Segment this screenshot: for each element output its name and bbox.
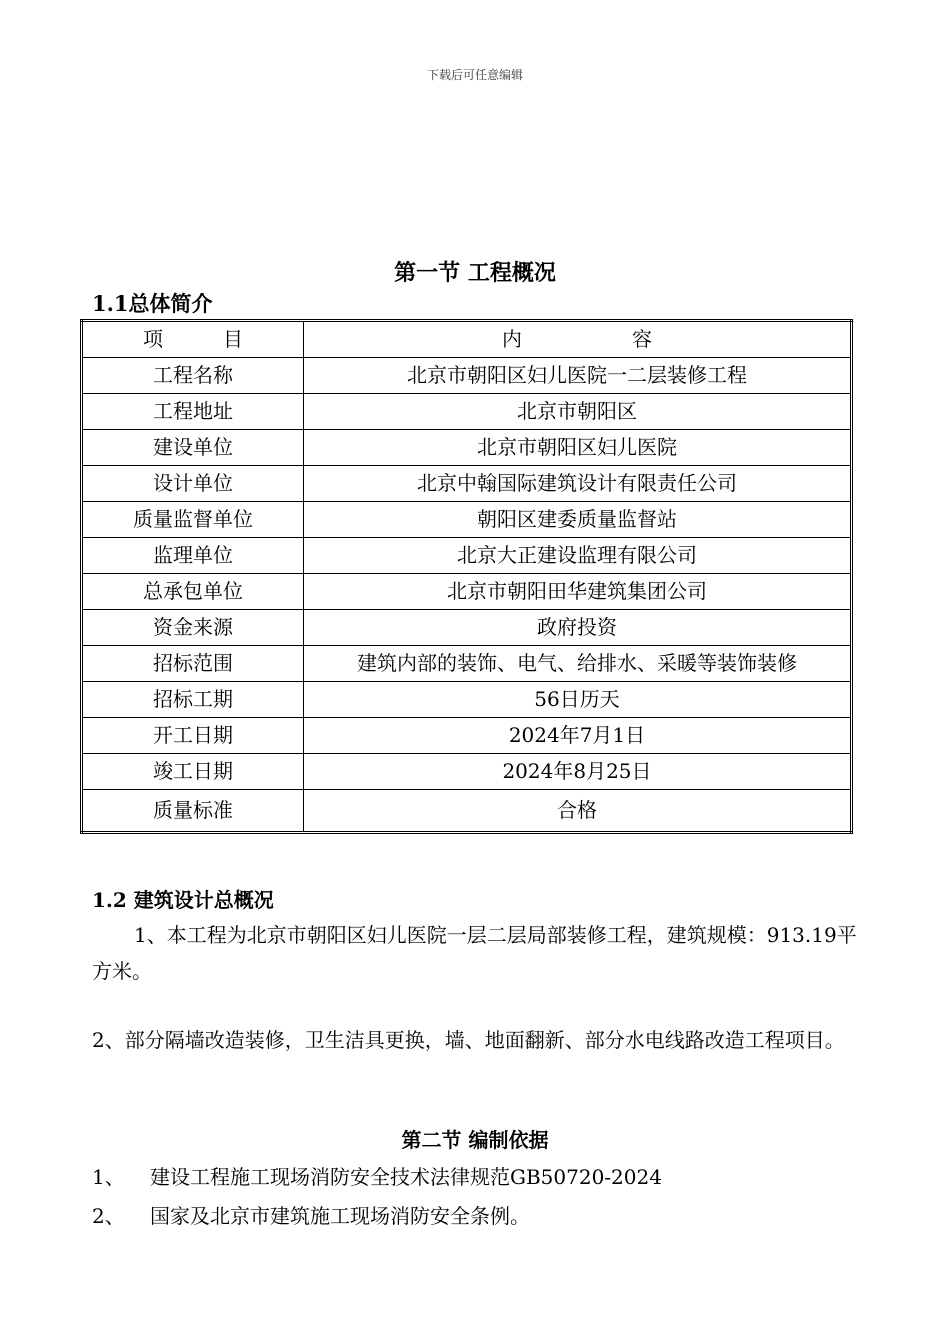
subsection-title: 1.1总体简介 bbox=[92, 291, 213, 316]
table-row bbox=[82, 502, 852, 538]
table-row bbox=[82, 358, 852, 394]
row-value: 政府投资 bbox=[304, 610, 852, 646]
table-row bbox=[82, 754, 852, 790]
row-label: 总承包单位 bbox=[82, 574, 304, 610]
row-value: 合格 bbox=[304, 790, 852, 833]
reference-text: 建设工程施工现场消防安全技术法律规范GB50720-2024 bbox=[150, 1165, 662, 1189]
row-label: 招标工期 bbox=[82, 682, 304, 718]
row-value: 北京市朝阳田华建筑集团公司 bbox=[304, 574, 852, 610]
paragraph-2: 2、部分隔墙改造装修，卫生洁具更换，墙、地面翻新、部分水电线路改造工程项目。 bbox=[92, 1028, 845, 1052]
row-label: 工程名称 bbox=[82, 358, 304, 394]
table-row bbox=[82, 646, 852, 682]
table-row bbox=[82, 574, 852, 610]
row-value: 2024年8月25日 bbox=[304, 754, 852, 790]
row-label: 质量标准 bbox=[82, 790, 304, 833]
section-title: 第一节 工程概况 bbox=[394, 261, 556, 286]
row-value: 北京市朝阳区 bbox=[304, 394, 852, 430]
row-value: 北京市朝阳区妇儿医院一二层装修工程 bbox=[304, 358, 852, 394]
row-value: 北京大正建设监理有限公司 bbox=[304, 538, 852, 574]
header-content: 内容 bbox=[304, 321, 852, 358]
header-item: 项目 bbox=[82, 321, 304, 358]
section2-title: 第二节 编制依据 bbox=[401, 1128, 549, 1152]
table-row bbox=[82, 682, 852, 718]
row-label: 工程地址 bbox=[82, 394, 304, 430]
row-label: 质量监督单位 bbox=[82, 502, 304, 538]
reference-item bbox=[92, 1162, 662, 1192]
row-label: 监理单位 bbox=[82, 538, 304, 574]
row-label: 招标范围 bbox=[82, 646, 304, 682]
table-row bbox=[82, 718, 852, 754]
row-value: 2024年7月1日 bbox=[304, 718, 852, 754]
table-row bbox=[82, 466, 852, 502]
table-row bbox=[82, 790, 852, 833]
row-value: 北京市朝阳区妇儿医院 bbox=[304, 430, 852, 466]
reference-item bbox=[92, 1201, 530, 1231]
table-row bbox=[82, 394, 852, 430]
paragraph-1: 1、本工程为北京市朝阳区妇儿医院一层二层局部装修工程，建筑规模：913.19平方米。 bbox=[92, 923, 857, 983]
reference-number: 2、 bbox=[92, 1204, 125, 1228]
header-note: 下载后可任意编辑 bbox=[426, 68, 523, 82]
reference-text: 国家及北京市建筑施工现场消防安全条例。 bbox=[150, 1204, 530, 1228]
row-label: 开工日期 bbox=[82, 718, 304, 754]
project-overview-table bbox=[80, 319, 853, 834]
row-label: 资金来源 bbox=[82, 610, 304, 646]
row-label: 设计单位 bbox=[82, 466, 304, 502]
row-label: 建设单位 bbox=[82, 430, 304, 466]
table-row bbox=[82, 538, 852, 574]
row-label: 竣工日期 bbox=[82, 754, 304, 790]
table-header-row bbox=[82, 321, 852, 358]
table-row bbox=[82, 430, 852, 466]
row-value: 56日历天 bbox=[304, 682, 852, 718]
row-value: 朝阳区建委质量监督站 bbox=[304, 502, 852, 538]
row-value: 建筑内部的装饰、电气、给排水、采暖等装饰装修 bbox=[304, 646, 852, 682]
table-row bbox=[82, 610, 852, 646]
row-value: 北京中翰国际建筑设计有限责任公司 bbox=[304, 466, 852, 502]
reference-number: 1、 bbox=[92, 1165, 125, 1189]
subsection2-title: 1.2 建筑设计总概况 bbox=[92, 888, 274, 912]
